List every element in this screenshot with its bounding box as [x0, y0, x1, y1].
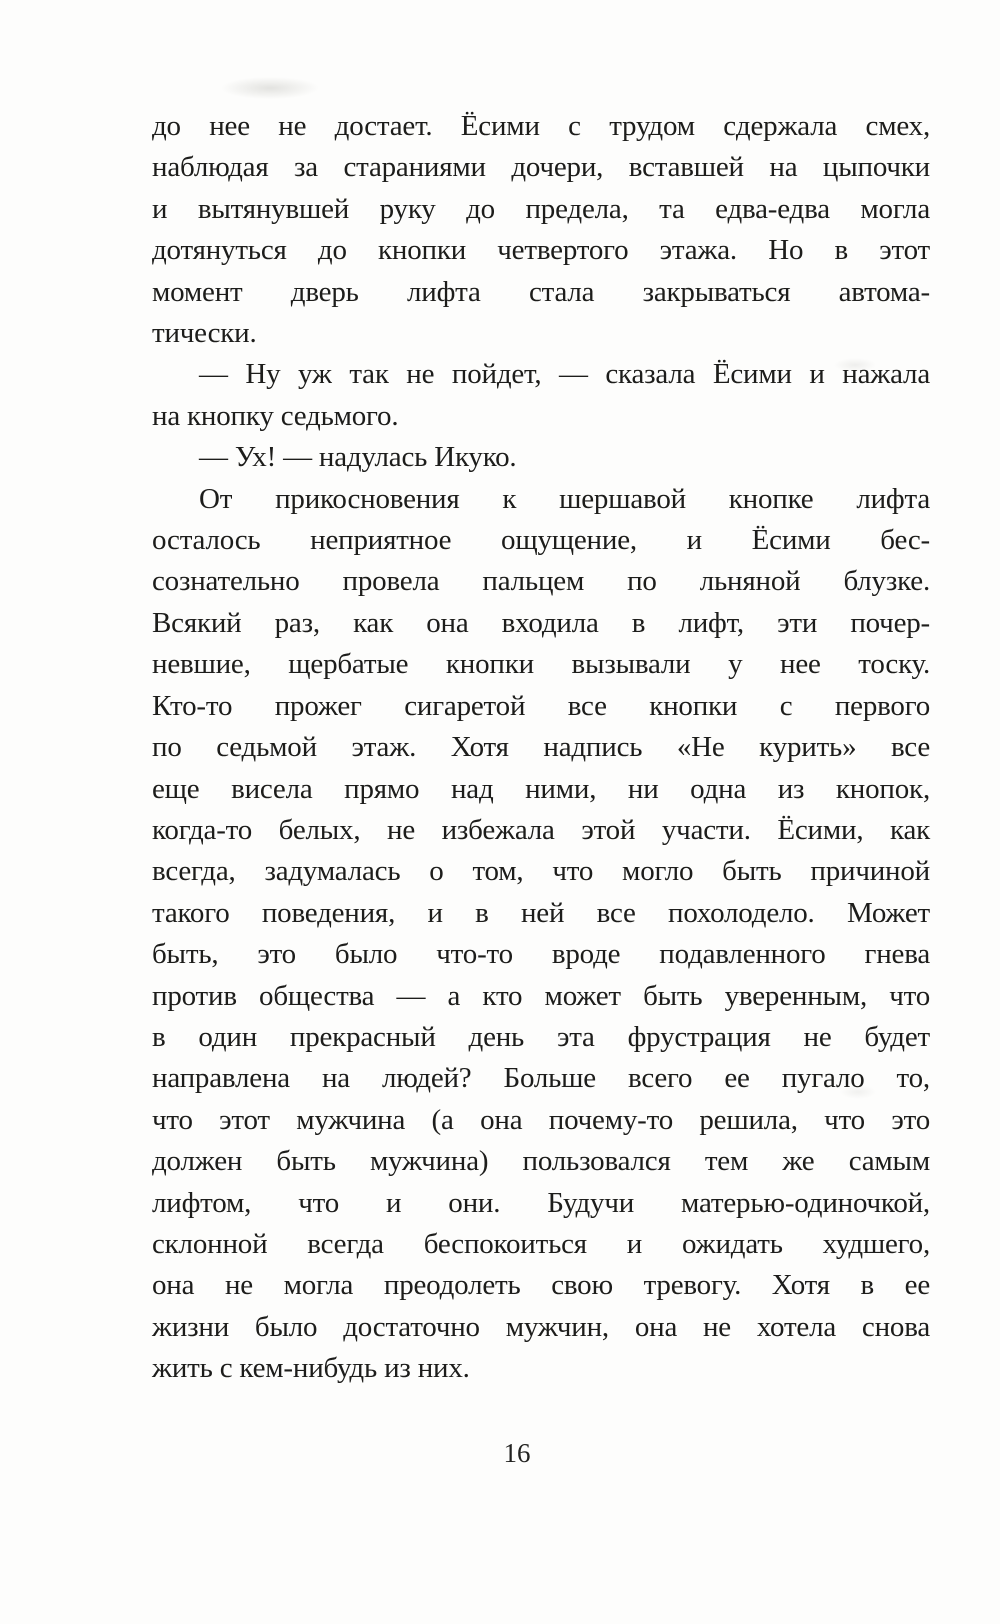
text-line: еще висела прямо над ними, ни одна из кнопок, [152, 772, 930, 805]
text-line: такого поведения, и в ней все похолодело. Может [152, 896, 930, 929]
text-line: осталось неприятное ощущение, и Ёсими бес- [152, 524, 930, 557]
text-line: наблюдая за стараниями дочери, вставшей на цыпочки [152, 151, 930, 184]
page-number: 16 [503, 1438, 531, 1468]
text-line: сознательно провела пальцем по льняной блузке. [152, 565, 930, 598]
text-line: дотянуться до кнопки четвертого этажа. Но в этот [152, 234, 930, 267]
text-line: невшие, щербатые кнопки вызывали у нее тоску. [152, 648, 930, 681]
text-line: жить с кем-нибудь из них. [152, 1352, 470, 1385]
text-line: быть, это было что-то вроде подавленного гнева [152, 938, 930, 971]
text-line: жизни было достаточно мужчин, она не хотела снова [152, 1310, 930, 1343]
text-line: тически. [152, 317, 257, 350]
text-line: она не могла преодолеть свою тревогу. Хотя в ее [152, 1269, 930, 1302]
text-line: — Ну уж так не пойдет, — сказала Ёсими и нажала [199, 358, 930, 391]
text-line: всегда, задумалась о том, что могло быть причиной [152, 855, 930, 888]
text-line: — Ух! — надулась Икуко. [199, 441, 517, 474]
text-line: момент дверь лифта стала закрываться автома- [152, 275, 930, 308]
text-line: по седьмой этаж. Хотя надпись «Не курить» все [152, 731, 930, 764]
text-line: до нее не достает. Ёсими с трудом сдержала смех, [152, 110, 930, 142]
text-line: лифтом, что и они. Будучи матерью-одиночкой, [152, 1186, 930, 1219]
text-line: От прикосновения к шершавой кнопке лифта [199, 482, 930, 515]
text-line: на кнопку седьмого. [152, 399, 399, 432]
text-line: должен быть мужчина) пользовался тем же самым [152, 1145, 930, 1178]
text-line: склонной всегда беспокоиться и ожидать худшего, [152, 1227, 930, 1260]
text-line: в один прекрасный день эта фрустрация не будет [152, 1020, 930, 1053]
text-line: что этот мужчина (а она почему-то решила, что это [152, 1103, 930, 1136]
text-line: и вытянувшей руку до предела, та едва-едва могла [152, 192, 930, 225]
text-line: против общества — а кто может быть уверенным, что [152, 979, 930, 1012]
text-line: Кто-то прожег сигаретой все кнопки с первого [152, 689, 930, 722]
text-line: направлена на людей? Больше всего ее пугало то, [152, 1062, 930, 1095]
page-text [152, 106, 930, 1390]
text-line: когда-то белых, не избежала этой участи. Ёсими, как [152, 813, 930, 846]
text-line: Всякий раз, как она входила в лифт, эти почер- [152, 606, 930, 639]
